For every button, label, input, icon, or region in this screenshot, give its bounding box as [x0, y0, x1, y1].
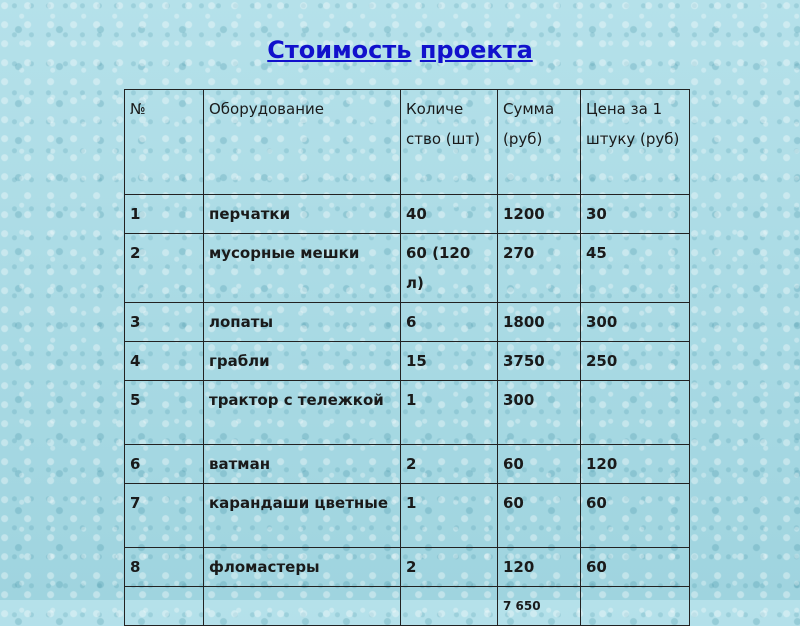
table-row [125, 303, 690, 342]
cell-number: 2 [125, 234, 204, 303]
cell-equipment: мусорные мешки [204, 234, 401, 303]
cell-quantity: 2 [401, 445, 498, 484]
cell-number: 5 [125, 381, 204, 445]
table-row [125, 381, 690, 445]
cell-equipment: карандаши цветные [204, 484, 401, 548]
table-header-row [125, 90, 690, 195]
cell-number: 6 [125, 445, 204, 484]
title-word-project[interactable]: проекта [419, 36, 533, 64]
table-row [125, 342, 690, 381]
cell-equipment: ватман [204, 445, 401, 484]
table-row [125, 548, 690, 587]
cell-equipment: трактор с тележкой [204, 381, 401, 445]
cell-number: 3 [125, 303, 204, 342]
cost-table-container [124, 89, 690, 626]
cell-sum: 3750 [498, 342, 581, 381]
total-row [125, 587, 690, 626]
slide-title [0, 36, 800, 64]
cell-unit-price: 30 [581, 195, 690, 234]
cell-unit-price: 300 [581, 303, 690, 342]
header-number: № [125, 90, 204, 195]
cell-unit-price: 60 [581, 548, 690, 587]
table-row [125, 484, 690, 548]
cell-equipment: грабли [204, 342, 401, 381]
cell-unit-price: 250 [581, 342, 690, 381]
cell-unit-price: 45 [581, 234, 690, 303]
table-row [125, 234, 690, 303]
cell-empty [204, 587, 401, 626]
cost-table [124, 89, 690, 626]
cell-sum: 60 [498, 484, 581, 548]
table-row [125, 445, 690, 484]
cell-equipment: фломастеры [204, 548, 401, 587]
cell-sum: 270 [498, 234, 581, 303]
cell-empty [125, 587, 204, 626]
cell-quantity: 1 [401, 381, 498, 445]
cell-unit-price: 120 [581, 445, 690, 484]
cell-quantity: 15 [401, 342, 498, 381]
cell-quantity: 40 [401, 195, 498, 234]
header-sum: Сумма (руб) [498, 90, 581, 195]
header-equipment: Оборудование [204, 90, 401, 195]
header-quantity: Количе ство (шт) [401, 90, 498, 195]
cell-sum: 120 [498, 548, 581, 587]
cell-number: 4 [125, 342, 204, 381]
cell-sum: 60 [498, 445, 581, 484]
cell-empty [401, 587, 498, 626]
table-row [125, 195, 690, 234]
cell-sum: 1200 [498, 195, 581, 234]
cell-sum: 300 [498, 381, 581, 445]
cell-unit-price: 60 [581, 484, 690, 548]
header-unit-price: Цена за 1 штуку (руб) [581, 90, 690, 195]
cell-quantity: 6 [401, 303, 498, 342]
cell-quantity: 2 [401, 548, 498, 587]
cell-number: 7 [125, 484, 204, 548]
cell-total-sum: 7 650 [498, 587, 581, 626]
cell-equipment: лопаты [204, 303, 401, 342]
cell-empty [581, 587, 690, 626]
cell-quantity: 1 [401, 484, 498, 548]
cell-equipment: перчатки [204, 195, 401, 234]
title-word-cost[interactable]: Стоимость [267, 36, 412, 64]
cell-quantity: 60 (120 л) [401, 234, 498, 303]
cell-sum: 1800 [498, 303, 581, 342]
cell-number: 8 [125, 548, 204, 587]
cell-number: 1 [125, 195, 204, 234]
cell-unit-price [581, 381, 690, 445]
